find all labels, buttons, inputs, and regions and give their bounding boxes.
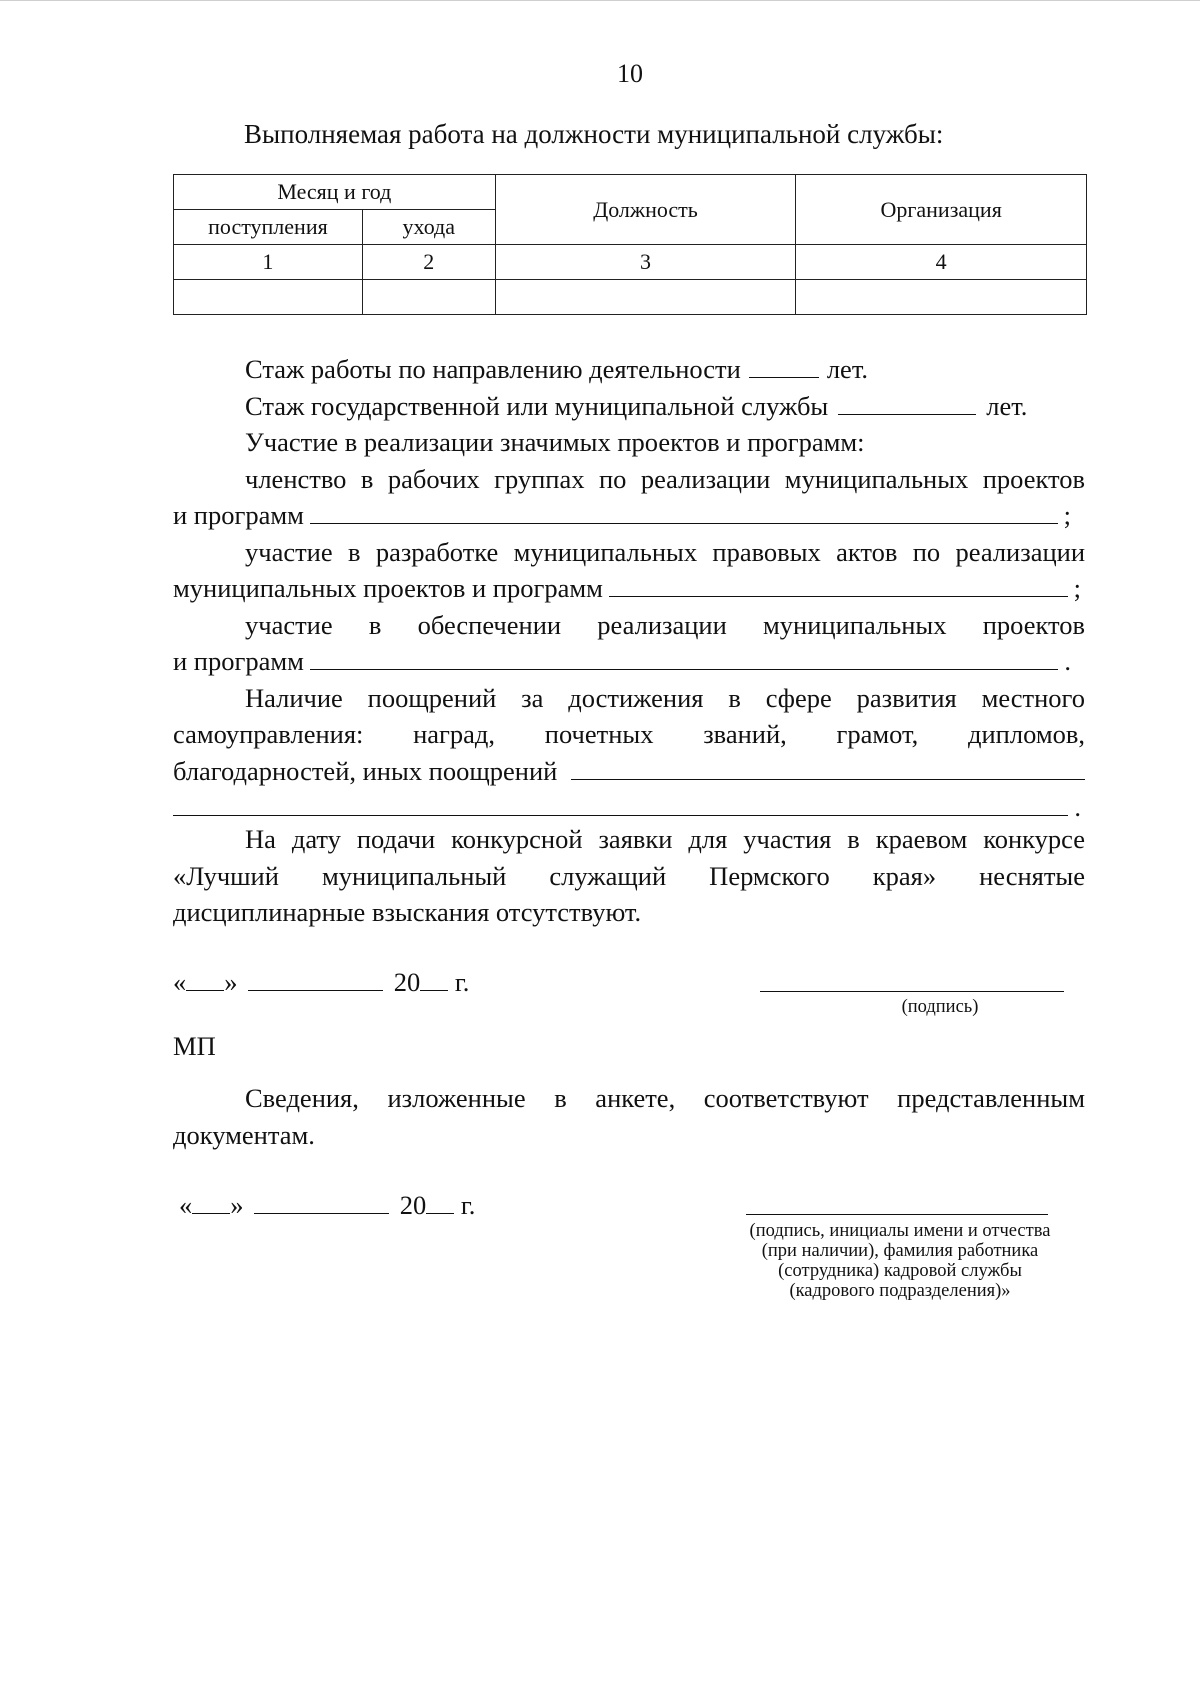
awards-line2: самоуправления: наград, почетных званий, грамот, дипломов, <box>173 719 1085 749</box>
experience-direction-label: Стаж работы по направлению деятельности <box>245 354 741 384</box>
table-cell-organization[interactable] <box>796 280 1087 315</box>
awards-line3 <box>173 753 1085 790</box>
awards-blank[interactable] <box>571 753 1085 780</box>
hr-caption-line1: (подпись, инициалы имени и отчества <box>749 1221 1051 1241</box>
experience-section <box>173 351 1085 826</box>
date-year-blank[interactable] <box>420 964 448 991</box>
header-organization: Организация <box>796 175 1087 245</box>
development-label: муниципальных проектов и программ <box>173 573 603 603</box>
experience-direction-unit: лет. <box>826 354 869 384</box>
header-position: Должность <box>495 175 796 245</box>
support-blank[interactable] <box>310 643 1058 670</box>
awards-line1: Наличие поощрений за достижения в сфере развития местного <box>245 682 1085 713</box>
date-month-blank[interactable] <box>254 1187 389 1214</box>
signature-caption: (подпись) <box>901 997 979 1017</box>
table-cell-position[interactable] <box>495 280 796 315</box>
date-day-blank[interactable] <box>186 964 224 991</box>
development-line1: участие в разработке муниципальных правовых актов по реализации <box>245 536 1085 567</box>
work-history-table <box>173 174 1087 315</box>
hr-caption-line4: (кадрового подразделения)» <box>789 1281 1011 1301</box>
awards-end: . <box>1074 792 1081 822</box>
projects-title-text: Участие в реализации значимых проектов и программ: <box>245 427 865 457</box>
experience-service-label: Стаж государственной или муниципальной службы <box>245 390 829 421</box>
seal-placeholder: МП <box>173 1031 216 1061</box>
membership-line2 <box>173 497 1085 534</box>
date-field-2 <box>179 1187 475 1221</box>
hr-caption-line3: (сотрудника) кадровой службы <box>778 1261 1022 1281</box>
section-title: Выполняемая работа на должности муниципальной службы: <box>244 119 944 149</box>
applicant-signature-line[interactable] <box>760 991 1064 992</box>
header-exit: ухода <box>362 210 495 245</box>
support-line2 <box>173 643 1085 680</box>
date-day-blank[interactable] <box>192 1187 230 1214</box>
membership-blank[interactable] <box>310 497 1058 524</box>
membership-line1: членство в рабочих группах по реализации муниципальных проектов <box>245 463 1085 494</box>
experience-service-blank[interactable] <box>838 388 976 415</box>
column-number-1: 1 <box>174 245 363 280</box>
awards-label: благодарностей, иных поощрений <box>173 755 558 786</box>
date-open-quote: « <box>173 967 187 997</box>
hr-caption-line2: (при наличии), фамилия работника <box>761 1241 1039 1261</box>
date-open-quote: « <box>179 1190 193 1220</box>
column-number-2: 2 <box>362 245 495 280</box>
date-month-blank[interactable] <box>248 964 383 991</box>
statement-line2: «Лучший муниципальный служащий Пермского края» неснятые <box>173 860 1085 891</box>
statement-section <box>173 821 1085 931</box>
date-suffix: г. <box>454 967 470 997</box>
verification-line2: документам. <box>173 1119 315 1150</box>
experience-service-unit: лет. <box>986 390 1028 421</box>
verification-section <box>173 1080 1085 1153</box>
statement-line3: дисциплинарные взыскания отсутствуют. <box>173 897 642 927</box>
date-close-quote: » <box>230 1190 244 1220</box>
table-numbering-row <box>174 245 1087 280</box>
awards-blank-continued[interactable] <box>173 789 1068 816</box>
development-end: ; <box>1073 573 1081 603</box>
table-cell-exit[interactable] <box>362 280 495 315</box>
date-suffix: г. <box>460 1190 476 1220</box>
date-close-quote: » <box>224 967 238 997</box>
column-number-3: 3 <box>495 245 796 280</box>
header-entry: поступления <box>174 210 363 245</box>
development-blank[interactable] <box>609 570 1068 597</box>
date-year-prefix: 20 <box>399 1190 427 1220</box>
membership-end: ; <box>1063 500 1071 530</box>
experience-direction-line <box>173 351 1085 388</box>
experience-direction-blank[interactable] <box>749 351 819 378</box>
support-label: и программ <box>173 646 304 676</box>
table-header-row <box>174 175 1087 210</box>
page-number: 10 <box>617 59 643 88</box>
development-line2 <box>173 570 1085 607</box>
hr-signature-caption <box>720 1221 1080 1301</box>
experience-service-line <box>173 388 1085 425</box>
membership-label: и программ <box>173 500 304 530</box>
projects-title <box>173 424 1085 461</box>
date-year-prefix: 20 <box>393 967 421 997</box>
header-month-year: Месяц и год <box>174 175 496 210</box>
column-number-4: 4 <box>796 245 1087 280</box>
hr-signature-line[interactable] <box>746 1214 1048 1215</box>
support-line1: участие в обеспечении реализации муниципальных проектов <box>245 609 1085 640</box>
date-year-blank[interactable] <box>426 1187 454 1214</box>
table-cell-entry[interactable] <box>174 280 363 315</box>
date-field-1 <box>173 964 469 998</box>
table-row <box>174 280 1087 315</box>
statement-line1: На дату подачи конкурсной заявки для участия в краевом конкурсе <box>245 824 1085 854</box>
support-end: . <box>1064 646 1071 676</box>
verification-line1: Сведения, изложенные в анкете, соответствуют представленным <box>245 1083 1085 1113</box>
